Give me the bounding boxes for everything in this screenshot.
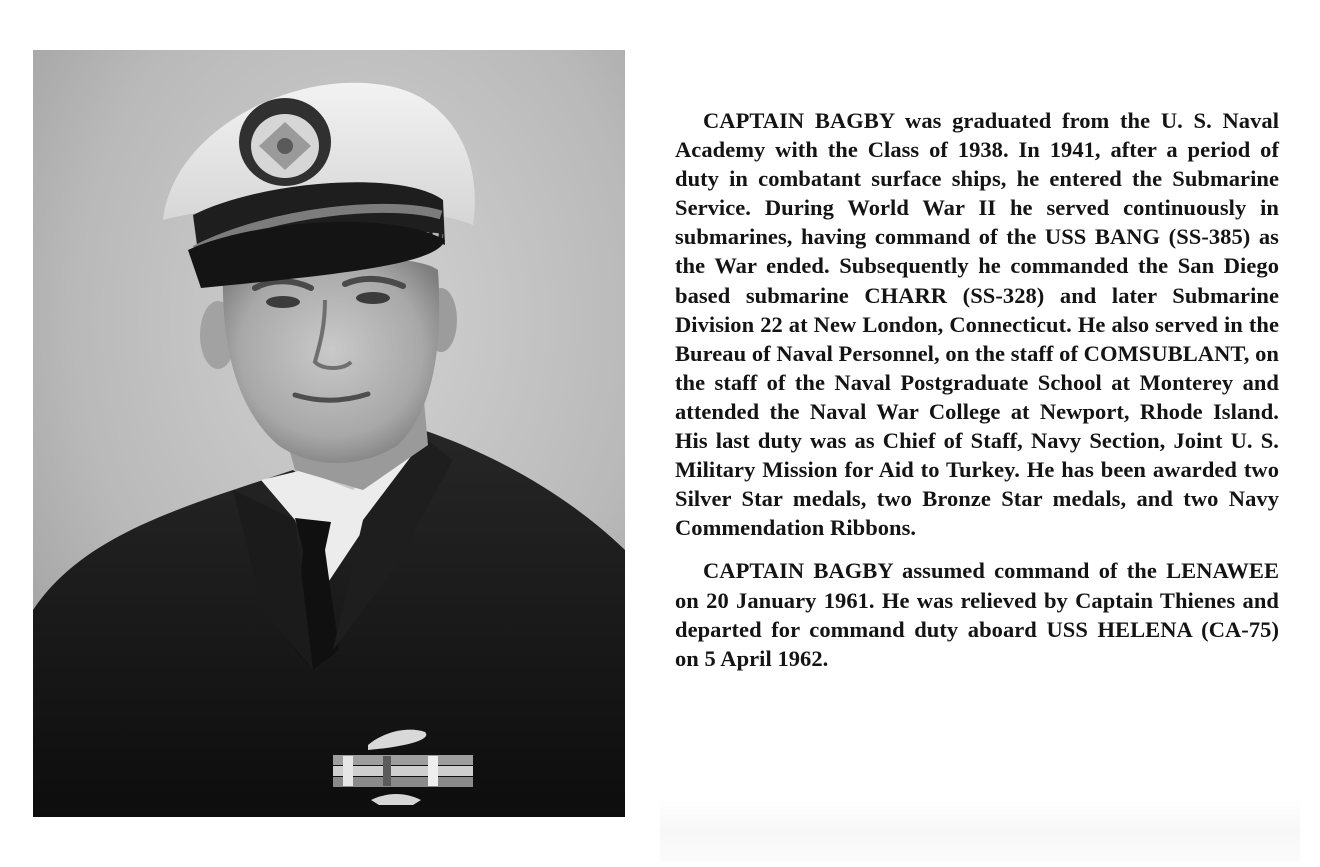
cap-badge-icon — [239, 98, 331, 186]
scan-smudge — [660, 800, 1300, 862]
portrait-illustration — [33, 50, 625, 817]
biography-paragraph-1: CAPTAIN BAGBY was graduated from the U. S. Naval Academy with the Class of 1938. In 1941, after a period of duty in combatant surface ships, he entered the Submarine Service. During World War II he served continuously in submarines, having command of the USS BANG (SS-385) as the War ended. Subsequently he commanded the San Diego based submarine CHARR (SS-328) and later Submarine Division 22 at New London, Connecticut. He also served in the Bureau of Naval Personnel, on the staff of COMSUBLANT, on the staff of the Naval Postgraduate School at Monterey and attended the Naval War College at Newport, Rhode Island. His last duty was as Chief of Staff, Navy Section, Joint U. S. Military Mission for Aid to Turkey. He has been awarded two Silver Star medals, two Bronze Star medals, and two Navy Commendation Ribbons. — [675, 108, 1279, 541]
biography-text — [675, 106, 1279, 673]
biography-paragraph-2: CAPTAIN BAGBY assumed command of the LENAWEE on 20 January 1961. He was relieved by Captain Thienes and departed for command duty aboard USS HELENA (CA-75) on 5 April 1962. — [675, 558, 1279, 671]
ribbon-bars — [333, 755, 473, 787]
portrait-photo — [33, 50, 625, 817]
